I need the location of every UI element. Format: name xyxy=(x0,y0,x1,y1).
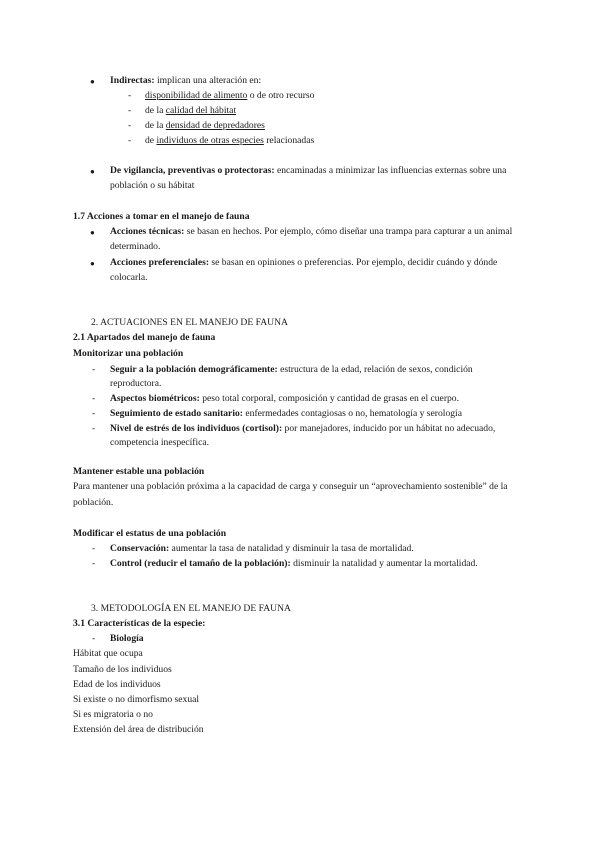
dash-icon: - xyxy=(92,364,96,375)
text: encaminadas a minimizar las influencias externas sobre una xyxy=(274,165,507,176)
underlined-text: disponibilidad de alimento xyxy=(145,90,248,101)
term: Indirectas: xyxy=(110,75,155,86)
text-line: Hábitat que ocupa xyxy=(73,648,143,659)
paragraph-text: población. xyxy=(73,497,114,508)
text: o de otro recurso xyxy=(247,90,315,101)
text: relacionadas xyxy=(263,135,315,146)
paragraph-title: Monitorizar una población xyxy=(73,348,184,359)
text: de la xyxy=(145,120,166,131)
paragraph-text: Para mantener una población próxima a la capacidad de carga y conseguir un “aprovechamiento sostenible” de la xyxy=(73,481,508,492)
dash-icon: - xyxy=(128,105,132,116)
text: de xyxy=(145,135,157,146)
underlined-text: densidad de depredadores xyxy=(165,120,265,131)
text: se basan en hechos. Por ejemplo, cómo diseñar una trampa para capturar a un animal xyxy=(184,226,513,237)
text-line: Si existe o no dimorfismo sexual xyxy=(73,694,200,705)
text-line: Edad de los individuos xyxy=(73,679,161,690)
subsection-heading: 3.1 Características de la especie: xyxy=(73,618,206,629)
bullet-icon: ● xyxy=(90,228,95,237)
dash-icon: - xyxy=(92,393,96,404)
text: estructura de la edad, relación de sexos, condición xyxy=(277,364,473,375)
list-item xyxy=(110,408,462,420)
bullet-icon: ● xyxy=(90,259,95,268)
bullet-icon: ● xyxy=(90,77,95,86)
text: de la xyxy=(145,105,166,116)
term: Conservación: xyxy=(110,543,170,554)
text: peso total corporal, composición y cantidad de grasas en el cuerpo. xyxy=(199,393,460,404)
continuation-line: colocarla. xyxy=(110,272,148,283)
list-item xyxy=(145,120,265,132)
list-item xyxy=(145,90,314,102)
dash-icon: - xyxy=(92,633,96,644)
subsection-heading: 2.1 Apartados del manejo de fauna xyxy=(73,332,216,343)
list-item xyxy=(145,105,236,117)
term: Acciones preferenciales: xyxy=(110,257,210,268)
list-item xyxy=(110,543,414,555)
continuation-line: reproductora. xyxy=(110,378,162,389)
term: De vigilancia, preventivas o protectoras: xyxy=(110,165,275,176)
dash-icon: - xyxy=(128,135,132,146)
list-item xyxy=(145,135,314,147)
list-item xyxy=(110,226,512,238)
dash-icon: - xyxy=(128,90,132,101)
list-item xyxy=(110,393,459,405)
text: implican una alteración en: xyxy=(154,75,262,86)
text: aumentar la tasa de natalidad y disminuir la tasa de mortalidad. xyxy=(169,543,414,554)
term: Acciones técnicas: xyxy=(110,226,185,237)
paragraph-title: Modificar el estatus de una población xyxy=(73,528,227,539)
term: Seguir a la población demográficamente: xyxy=(110,364,278,375)
text: enfermedades contagiosas o no, hematología y serología xyxy=(242,408,462,419)
dash-icon: - xyxy=(92,543,96,554)
indirectas-item xyxy=(110,75,261,87)
dash-icon: - xyxy=(92,558,96,569)
text: por manejadores, inducido por un hábitat no adecuado, xyxy=(282,423,496,434)
term: Aspectos biométricos: xyxy=(110,393,200,404)
continuation-line: competencia inespecífica. xyxy=(110,437,210,448)
text-line: Si es migratoria o no xyxy=(73,709,153,720)
underlined-text: individuos de otras especies xyxy=(156,135,264,146)
continuation-line: determinado. xyxy=(110,241,161,252)
list-item xyxy=(110,364,473,376)
text-line: Tamaño de los individuos xyxy=(73,664,172,675)
vigilancia-item xyxy=(110,165,506,177)
term: Control (reducir el tamaño de la población): xyxy=(110,558,291,569)
paragraph-title: Mantener estable una población xyxy=(73,466,205,477)
list-item-title: Biología xyxy=(110,633,144,644)
list-item xyxy=(110,423,495,435)
term: Seguimiento de estado sanitario: xyxy=(110,408,243,419)
text: se basan en opiniones o preferencias. Por ejemplo, decidir cuándo y dónde xyxy=(209,257,498,268)
bullet-icon: ● xyxy=(90,167,95,176)
text-line: Extensión del área de distribución xyxy=(73,724,204,735)
section-heading: 2. ACTUACIONES EN EL MANEJO DE FAUNA xyxy=(91,317,288,328)
section-heading: 3. METODOLOGÍA EN EL MANEJO DE FAUNA xyxy=(91,603,291,614)
continuation-line: población o su hábitat xyxy=(110,180,195,191)
dash-icon: - xyxy=(128,120,132,131)
list-item xyxy=(110,257,497,269)
term: Nivel de estrés de los individuos (cortisol): xyxy=(110,423,283,434)
dash-icon: - xyxy=(92,423,96,434)
underlined-text: calidad del hábitat xyxy=(165,105,237,116)
text: disminuir la natalidad y aumentar la mortalidad. xyxy=(290,558,478,569)
dash-icon: - xyxy=(92,408,96,419)
section-heading: 1.7 Acciones a tomar en el manejo de fauna xyxy=(73,211,250,222)
list-item xyxy=(110,558,478,570)
